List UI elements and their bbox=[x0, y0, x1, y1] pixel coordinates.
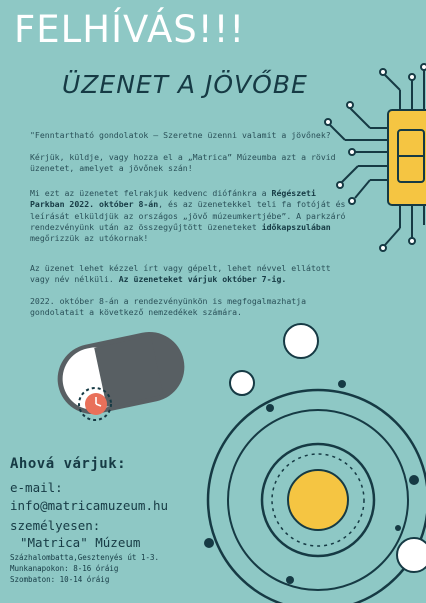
hours-weekday: Munkanapokon: 8-16 óráig bbox=[10, 564, 119, 573]
body-paragraph: Mi ezt az üzenetet felrakjuk kedvenc diófánkra a Régészeti Parkban 2022. október 8-án, és az üzenetekkel teli fa fotóját és leírását elküldjük az országos „jövő múzeumkertjébe”. A parkzáró rendezvényünk után az összegyűjtött üzeneteket időkapszulában megőrizzük az utókornak! bbox=[30, 188, 346, 244]
where-heading: Ahová várjuk: bbox=[10, 456, 127, 472]
address: Százhalombatta,Gesztenyés út 1-3. bbox=[10, 553, 160, 562]
time-capsule-icon bbox=[51, 325, 191, 420]
solar-system-icon bbox=[204, 324, 426, 603]
email-label: e-mail: bbox=[10, 480, 63, 495]
format-paragraph: Az üzenet lehet kézzel írt vagy gépelt, lehet névvel ellátott vagy név nélküli. Az üzeneteket várjuk október 7-ig. bbox=[30, 263, 331, 285]
event-place: Régészeti Parkban 2022. október 8-án bbox=[30, 188, 316, 210]
intro-question: "Fenntartható gondolatok – Szeretne üzenni valamit a jövőnek? bbox=[30, 130, 331, 140]
capsule-word: időkapszulában bbox=[261, 221, 331, 232]
hours-saturday: Szombaton: 10-14 óráig bbox=[10, 575, 110, 584]
email-link[interactable]: info@matricamuzeum.hu bbox=[10, 498, 169, 513]
event-note: 2022. október 8-án a rendezvényünkön is megfogalmazhatja gondolatait a következő nemzedékek számára. bbox=[30, 296, 307, 318]
request-text: Kérjük, küldje, vagy hozza el a „Matrica” Múzeumba azt a rövid üzenetet, amelyet a jövőnek szán! bbox=[30, 152, 336, 174]
headline: FELHÍVÁS!!! bbox=[14, 8, 246, 51]
in-person-label: személyesen: bbox=[10, 518, 101, 533]
deadline: Az üzeneteket várjuk október 7-ig. bbox=[118, 274, 287, 285]
page-title: ÜZENET A JÖVŐBE bbox=[62, 70, 308, 99]
museum-name: "Matrica" Múzeum bbox=[20, 535, 141, 550]
